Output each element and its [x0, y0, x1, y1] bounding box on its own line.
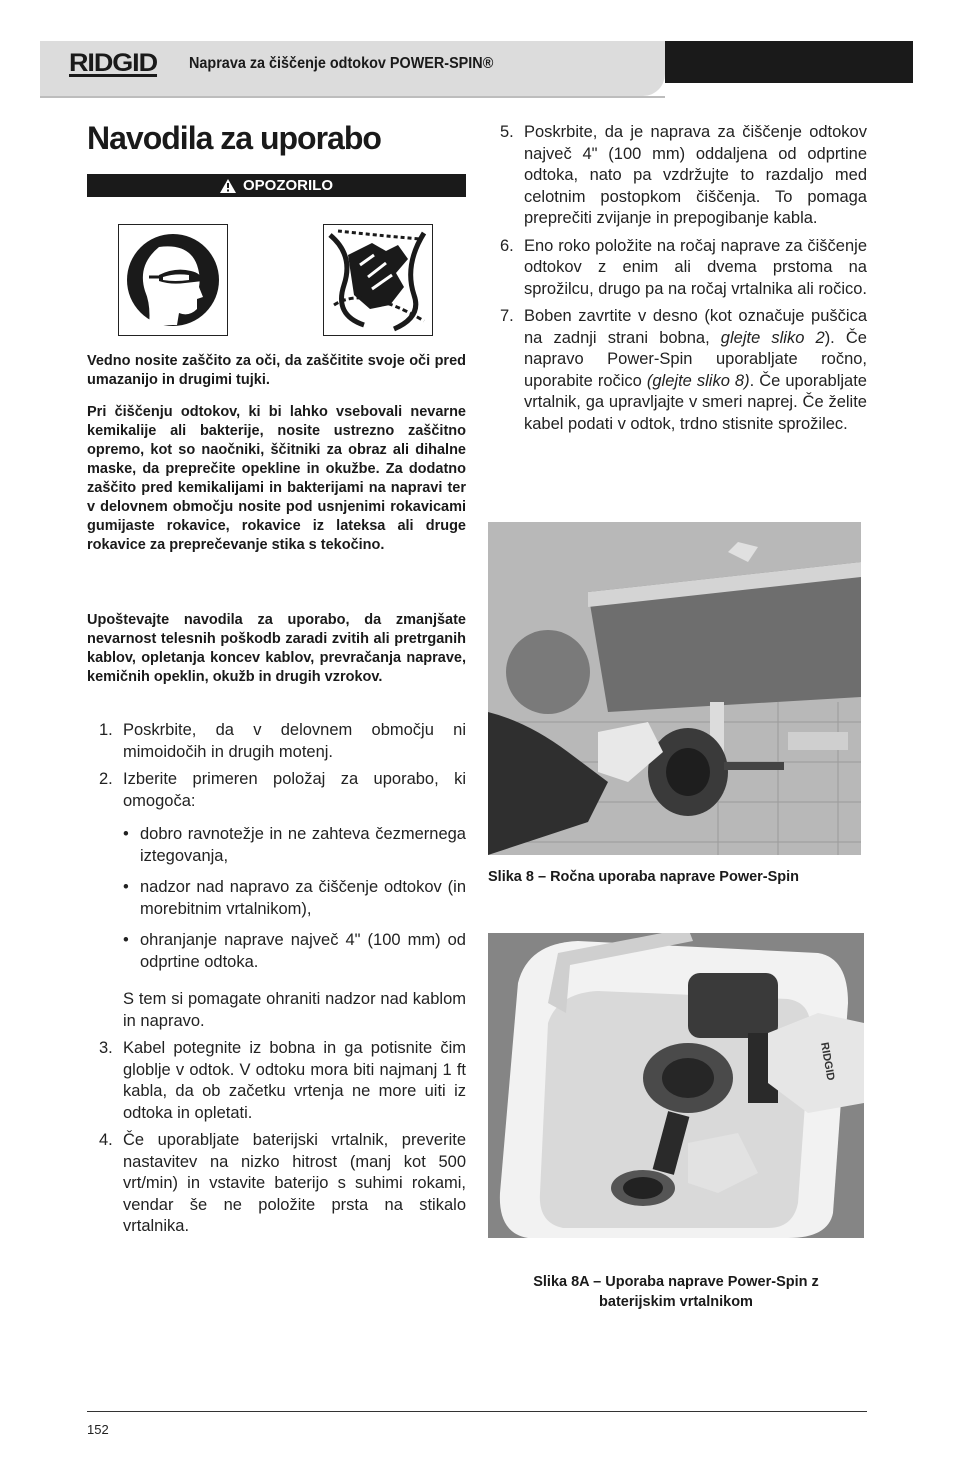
- warning-instructions-text: Upoštevajte navodila za uporabo, da zmanjšate nevarnost telesnih poškodb zaradi zvitih ali pretrganih kablov, opletanja koncev kablov, prevračanja naprave, kemičnih opeklin, okužb in drugih vzrokov.: [87, 612, 466, 685]
- figure-8a-caption: Slika 8A – Uporaba naprave Power-Spin z baterijskim vrtalnikom: [533, 1274, 819, 1310]
- figure-8-photo: [488, 522, 861, 855]
- steps-list-right: [500, 122, 867, 441]
- page-number: 152: [87, 1422, 109, 1437]
- figure-8a-photo: [488, 933, 864, 1238]
- steps-list-left: [99, 720, 466, 1244]
- warning-eye-protection-text: Vedno nosite zaščito za oči, da zaščitite svoje oči pred umazanijo in drugimi tujki.: [87, 353, 466, 388]
- list-item: 3. Kabel potegnite iz bobna in ga potisnite čim globlje v odtok. V odtoku mora biti najmanj 1 ft kabla, da ob začetku vrtenja ne more uiti iz odtoka in opletati.: [99, 1039, 466, 1122]
- list-item: 1. Poskrbite, da v delovnem območju ni mimoidočih in drugih motenj.: [99, 721, 466, 761]
- bullet-list: [123, 824, 466, 973]
- bullet-item: • nadzor nad napravo za čiščenje odtokov (in morebitnim vrtalnikom),: [123, 878, 466, 918]
- bullet-item: • ohranjanje naprave največ 4" (100 mm) od odprtine odtoka.: [123, 931, 466, 971]
- header-black-tab: [665, 41, 913, 83]
- list-item: 2. Izberite primeren položaj za uporabo, ki omogoča: • dobro ravnotežje in ne zahteva čezmernega iztegovanja, • nadzor nad napravo za čiščenje odtokov (in morebitnim vrtalnikom), • ohranjanje naprave največ 4" (100 mm) od odprtine odtoka.: [99, 769, 466, 983]
- glove-logo-text: RIDGID: [818, 1041, 837, 1082]
- list-item: 6. Eno roko položite na ročaj naprave za čiščenje odtokov z enim ali dvema prstoma na sprožilcu, drugo pa na ročaj vrtalnika ali ročico.: [500, 236, 867, 298]
- warning-bar: [87, 174, 466, 197]
- ridgid-logo: RIDGID: [69, 49, 158, 77]
- warning-triangle-icon: [220, 179, 236, 193]
- chemical-hazard-hand-icon: [323, 224, 433, 336]
- list-item: 4. Če uporabljate baterijski vrtalnik, preverite nastavitev na nizko hitrost (manj kot 500 vrt/min) in vstavite baterijo s suhimi rokami, vendar še ne položite prsta na stikalo vrtalnika.: [99, 1131, 466, 1235]
- warning-chemicals-text: Pri čiščenju odtokov, ki bi lahko vsebovali nevarne kemikalije ali bakterije, nosite ustrezno zaščitno opremo, kot so naočniki, ščitniki za obraz ali dihalne maske, da preprečite opekline in okužbe. Za dodatno zaščito pred kemikalijami in bakterijami na napravi ter v delovnem območju nosite pod usnjenimi rokavicami gumijaste rokavice, rokavice iz lateksa ali druge rokavice za preprečevanje stika s tekočino.: [87, 404, 466, 553]
- warning-label: OPOZORILO: [243, 177, 333, 194]
- figure-reference: glejte sliko 2: [720, 328, 825, 347]
- step-2-note: S tem si pomagate ohraniti nadzor nad kablom in napravo.: [123, 990, 466, 1030]
- list-item: 5. Poskrbite, da je naprava za čiščenje odtokov največ 4" (100 mm) oddaljena od odprtine odtoka, nato pa vzdržujte to razdaljo med celotnim postopkom čiščenja. To pomaga preprečiti zvijanje in prepogibanje kabla.: [500, 123, 867, 227]
- figure-8-caption: Slika 8 – Ročna uporaba naprave Power-Spin: [488, 869, 800, 885]
- footer-rule: [87, 1411, 867, 1412]
- eye-protection-icon: [118, 224, 228, 336]
- page-title: Navodila za uporabo: [87, 120, 381, 156]
- bullet-item: • dobro ravnotežje in ne zahteva čezmernega iztegovanja,: [123, 825, 466, 865]
- list-item: 7. Boben zavrtite v desno (kot označuje puščica na zadnji strani bobna, glejte sliko 2). Če napravo Power-Spin uporabljate ročno, uporabite ročico (glejte sliko 8). Če uporabljate vrtalnik, ga upravljajte v smeri naprej. Če želite kabel podati v odtok, trdno stisnite sprožilec.: [500, 307, 867, 433]
- figure-reference: (glejte sliko 8): [646, 371, 750, 390]
- header-title: Naprava za čiščenje odtokov POWER-SPIN®: [189, 55, 494, 72]
- header-underline: [40, 96, 665, 98]
